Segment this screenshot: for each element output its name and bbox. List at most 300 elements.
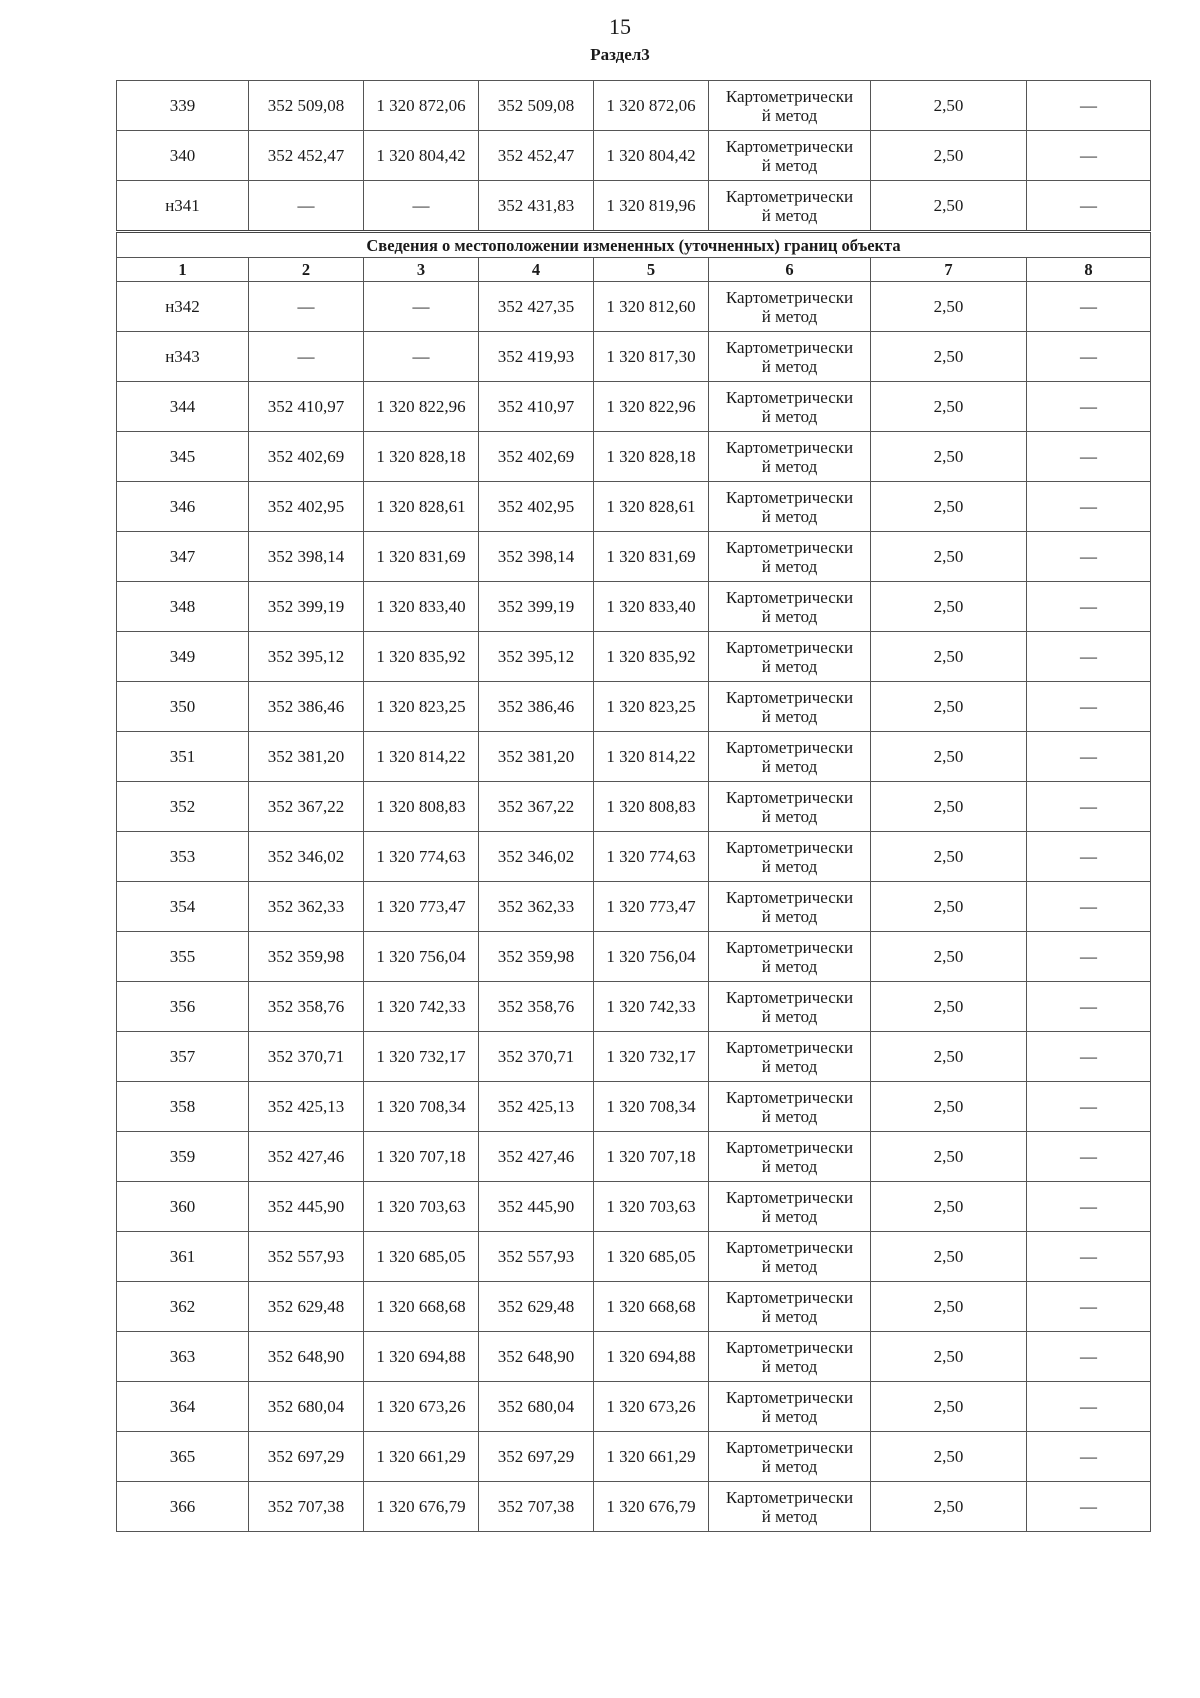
point-number-cell: н341 — [117, 181, 249, 232]
y-existing-cell: 1 320 808,83 — [364, 782, 479, 832]
description-cell: — — [1027, 1282, 1151, 1332]
point-number-cell: 356 — [117, 982, 249, 1032]
y-existing-cell: 1 320 814,22 — [364, 732, 479, 782]
y-updated-cell: 1 320 685,05 — [594, 1232, 709, 1282]
accuracy-cell: 2,50 — [871, 1132, 1027, 1182]
x-updated-cell: 352 452,47 — [479, 131, 594, 181]
method-line-1: Картометрически — [725, 537, 854, 557]
column-number-cell: 4 — [479, 258, 594, 282]
method-line-1: Картометрически — [725, 136, 854, 156]
method-cell — [709, 1232, 871, 1282]
x-existing-cell: 352 648,90 — [249, 1332, 364, 1382]
method-cell — [709, 932, 871, 982]
accuracy-cell: 2,50 — [871, 1332, 1027, 1382]
x-existing-cell: 352 452,47 — [249, 131, 364, 181]
method-line-1: Картометрически — [725, 687, 854, 707]
method-cell — [709, 81, 871, 131]
method-line-2: й метод — [761, 856, 818, 876]
method-line-2: й метод — [761, 456, 818, 476]
x-updated-cell: 352 707,38 — [479, 1482, 594, 1532]
x-existing-cell: 352 370,71 — [249, 1032, 364, 1082]
table-row — [117, 782, 1151, 832]
table-row — [117, 1082, 1151, 1132]
point-number-cell: 366 — [117, 1482, 249, 1532]
accuracy-cell: 2,50 — [871, 1232, 1027, 1282]
description-cell: — — [1027, 732, 1151, 782]
y-existing-cell: 1 320 694,88 — [364, 1332, 479, 1382]
method-cell — [709, 131, 871, 181]
point-number-cell: 361 — [117, 1232, 249, 1282]
table-row — [117, 131, 1151, 181]
table-row — [117, 382, 1151, 432]
y-updated-cell: 1 320 808,83 — [594, 782, 709, 832]
accuracy-cell: 2,50 — [871, 1482, 1027, 1532]
method-line-2: й метод — [761, 506, 818, 526]
x-updated-cell: 352 410,97 — [479, 382, 594, 432]
y-existing-cell: 1 320 708,34 — [364, 1082, 479, 1132]
method-line-2: й метод — [761, 1256, 818, 1276]
x-existing-cell: 352 697,29 — [249, 1432, 364, 1482]
y-existing-cell: 1 320 742,33 — [364, 982, 479, 1032]
accuracy-cell: 2,50 — [871, 882, 1027, 932]
x-existing-cell: 352 398,14 — [249, 532, 364, 582]
x-updated-cell: 352 402,95 — [479, 482, 594, 532]
method-cell — [709, 782, 871, 832]
accuracy-cell: 2,50 — [871, 332, 1027, 382]
point-number-cell: 345 — [117, 432, 249, 482]
table-row — [117, 1332, 1151, 1382]
x-updated-cell: 352 427,35 — [479, 282, 594, 332]
method-line-2: й метод — [761, 205, 818, 225]
method-line-2: й метод — [761, 956, 818, 976]
method-line-2: й метод — [761, 556, 818, 576]
method-line-1: Картометрически — [725, 1087, 854, 1107]
method-line-2: й метод — [761, 1406, 818, 1426]
method-line-1: Картометрически — [725, 587, 854, 607]
description-cell: — — [1027, 632, 1151, 682]
y-updated-cell: 1 320 833,40 — [594, 582, 709, 632]
method-line-2: й метод — [761, 1356, 818, 1376]
method-line-1: Картометрически — [725, 1137, 854, 1157]
y-updated-cell: 1 320 694,88 — [594, 1332, 709, 1382]
y-updated-cell: 1 320 817,30 — [594, 332, 709, 382]
y-updated-cell: 1 320 703,63 — [594, 1182, 709, 1232]
description-cell: — — [1027, 1382, 1151, 1432]
accuracy-cell: 2,50 — [871, 832, 1027, 882]
x-updated-cell: 352 509,08 — [479, 81, 594, 131]
x-existing-cell: 352 402,95 — [249, 482, 364, 532]
description-cell: — — [1027, 882, 1151, 932]
description-cell: — — [1027, 432, 1151, 482]
table-row — [117, 932, 1151, 982]
method-line-1: Картометрически — [725, 387, 854, 407]
method-line-1: Картометрически — [725, 487, 854, 507]
method-line-1: Картометрически — [725, 837, 854, 857]
method-line-1: Картометрически — [725, 737, 854, 757]
accuracy-cell: 2,50 — [871, 181, 1027, 232]
method-line-2: й метод — [761, 1206, 818, 1226]
method-line-2: й метод — [761, 356, 818, 376]
method-line-1: Картометрически — [725, 337, 854, 357]
point-number-cell: 357 — [117, 1032, 249, 1082]
method-cell — [709, 682, 871, 732]
point-number-cell: 339 — [117, 81, 249, 131]
x-updated-cell: 352 395,12 — [479, 632, 594, 682]
accuracy-cell: 2,50 — [871, 532, 1027, 582]
method-cell — [709, 1332, 871, 1382]
method-cell — [709, 1432, 871, 1482]
column-number-cell: 5 — [594, 258, 709, 282]
method-line-2: й метод — [761, 1106, 818, 1126]
y-existing-cell: 1 320 823,25 — [364, 682, 479, 732]
y-existing-cell: 1 320 833,40 — [364, 582, 479, 632]
table-row — [117, 632, 1151, 682]
method-line-2: й метод — [761, 656, 818, 676]
y-updated-cell: 1 320 707,18 — [594, 1132, 709, 1182]
accuracy-cell: 2,50 — [871, 582, 1027, 632]
table-subsection-header — [117, 232, 1151, 282]
y-existing-cell: 1 320 673,26 — [364, 1382, 479, 1432]
x-existing-cell: 352 358,76 — [249, 982, 364, 1032]
description-cell: — — [1027, 832, 1151, 882]
point-number-cell: 344 — [117, 382, 249, 432]
method-line-2: й метод — [761, 1156, 818, 1176]
method-line-2: й метод — [761, 155, 818, 175]
y-updated-cell: 1 320 828,61 — [594, 482, 709, 532]
y-existing-cell: — — [364, 332, 479, 382]
method-line-1: Картометрически — [725, 437, 854, 457]
y-existing-cell: 1 320 668,68 — [364, 1282, 479, 1332]
y-existing-cell: 1 320 822,96 — [364, 382, 479, 432]
x-updated-cell: 352 367,22 — [479, 782, 594, 832]
table-row — [117, 1482, 1151, 1532]
table-row — [117, 482, 1151, 532]
point-number-cell: н342 — [117, 282, 249, 332]
point-number-cell: 350 — [117, 682, 249, 732]
x-updated-cell: 352 381,20 — [479, 732, 594, 782]
method-line-2: й метод — [761, 756, 818, 776]
method-line-1: Картометрически — [725, 1487, 854, 1507]
y-updated-cell: 1 320 819,96 — [594, 181, 709, 232]
x-existing-cell: 352 399,19 — [249, 582, 364, 632]
accuracy-cell: 2,50 — [871, 932, 1027, 982]
y-existing-cell: 1 320 828,61 — [364, 482, 479, 532]
x-updated-cell: 352 425,13 — [479, 1082, 594, 1132]
point-number-cell: 363 — [117, 1332, 249, 1382]
subsection-title-row — [117, 232, 1151, 258]
x-existing-cell: 352 509,08 — [249, 81, 364, 131]
method-line-1: Картометрически — [725, 1437, 854, 1457]
y-existing-cell: 1 320 703,63 — [364, 1182, 479, 1232]
description-cell: — — [1027, 1332, 1151, 1382]
x-existing-cell: 352 427,46 — [249, 1132, 364, 1182]
x-updated-cell: 352 358,76 — [479, 982, 594, 1032]
method-cell — [709, 1282, 871, 1332]
accuracy-cell: 2,50 — [871, 131, 1027, 181]
y-existing-cell: 1 320 872,06 — [364, 81, 479, 131]
x-existing-cell: 352 402,69 — [249, 432, 364, 482]
description-cell: — — [1027, 1232, 1151, 1282]
method-line-1: Картометрически — [725, 287, 854, 307]
y-updated-cell: 1 320 804,42 — [594, 131, 709, 181]
table-row — [117, 282, 1151, 332]
accuracy-cell: 2,50 — [871, 282, 1027, 332]
method-line-2: й метод — [761, 1506, 818, 1526]
method-cell — [709, 732, 871, 782]
description-cell: — — [1027, 482, 1151, 532]
y-updated-cell: 1 320 708,34 — [594, 1082, 709, 1132]
method-line-1: Картометрически — [725, 937, 854, 957]
method-line-1: Картометрически — [725, 1387, 854, 1407]
y-updated-cell: 1 320 661,29 — [594, 1432, 709, 1482]
x-existing-cell: 352 557,93 — [249, 1232, 364, 1282]
table-row — [117, 1382, 1151, 1432]
description-cell: — — [1027, 782, 1151, 832]
y-updated-cell: 1 320 823,25 — [594, 682, 709, 732]
description-cell: — — [1027, 382, 1151, 432]
method-cell — [709, 1082, 871, 1132]
x-existing-cell: — — [249, 332, 364, 382]
table-row — [117, 682, 1151, 732]
accuracy-cell: 2,50 — [871, 432, 1027, 482]
y-updated-cell: 1 320 835,92 — [594, 632, 709, 682]
method-cell — [709, 282, 871, 332]
accuracy-cell: 2,50 — [871, 982, 1027, 1032]
method-line-2: й метод — [761, 306, 818, 326]
method-line-2: й метод — [761, 1056, 818, 1076]
x-existing-cell: 352 367,22 — [249, 782, 364, 832]
y-updated-cell: 1 320 872,06 — [594, 81, 709, 131]
y-updated-cell: 1 320 774,63 — [594, 832, 709, 882]
y-updated-cell: 1 320 773,47 — [594, 882, 709, 932]
x-existing-cell: — — [249, 181, 364, 232]
x-existing-cell: 352 362,33 — [249, 882, 364, 932]
y-updated-cell: 1 320 732,17 — [594, 1032, 709, 1082]
column-numbers-row — [117, 258, 1151, 282]
x-updated-cell: 352 402,69 — [479, 432, 594, 482]
y-existing-cell: 1 320 773,47 — [364, 882, 479, 932]
y-updated-cell: 1 320 673,26 — [594, 1382, 709, 1432]
table-row — [117, 81, 1151, 131]
method-line-2: й метод — [761, 706, 818, 726]
method-cell — [709, 432, 871, 482]
description-cell: — — [1027, 532, 1151, 582]
table-row — [117, 832, 1151, 882]
x-updated-cell: 352 399,19 — [479, 582, 594, 632]
y-updated-cell: 1 320 822,96 — [594, 382, 709, 432]
x-updated-cell: 352 680,04 — [479, 1382, 594, 1432]
table-row — [117, 1232, 1151, 1282]
column-number-cell: 7 — [871, 258, 1027, 282]
page-number: 15 — [609, 14, 631, 39]
table-row — [117, 1282, 1151, 1332]
accuracy-cell: 2,50 — [871, 81, 1027, 131]
description-cell: — — [1027, 181, 1151, 232]
x-existing-cell: 352 707,38 — [249, 1482, 364, 1532]
x-existing-cell: 352 410,97 — [249, 382, 364, 432]
x-existing-cell: 352 425,13 — [249, 1082, 364, 1132]
x-updated-cell: 352 370,71 — [479, 1032, 594, 1082]
column-number-cell: 6 — [709, 258, 871, 282]
method-line-1: Картометрически — [725, 186, 854, 206]
y-existing-cell: 1 320 661,29 — [364, 1432, 479, 1482]
y-updated-cell: 1 320 756,04 — [594, 932, 709, 982]
y-existing-cell: 1 320 835,92 — [364, 632, 479, 682]
y-updated-cell: 1 320 676,79 — [594, 1482, 709, 1532]
point-number-cell: 349 — [117, 632, 249, 682]
point-number-cell: 340 — [117, 131, 249, 181]
point-number-cell: 359 — [117, 1132, 249, 1182]
table-row — [117, 1132, 1151, 1182]
y-existing-cell: 1 320 774,63 — [364, 832, 479, 882]
method-line-2: й метод — [761, 1006, 818, 1026]
table-row — [117, 1432, 1151, 1482]
description-cell: — — [1027, 932, 1151, 982]
method-line-1: Картометрически — [725, 86, 854, 106]
description-cell: — — [1027, 1032, 1151, 1082]
x-existing-cell: 352 680,04 — [249, 1382, 364, 1432]
table-body-before — [117, 81, 1151, 232]
x-updated-cell: 352 697,29 — [479, 1432, 594, 1482]
y-existing-cell: 1 320 685,05 — [364, 1232, 479, 1282]
column-number-cell: 8 — [1027, 258, 1151, 282]
description-cell: — — [1027, 1482, 1151, 1532]
accuracy-cell: 2,50 — [871, 1082, 1027, 1132]
y-updated-cell: 1 320 814,22 — [594, 732, 709, 782]
x-updated-cell: 352 648,90 — [479, 1332, 594, 1382]
method-cell — [709, 582, 871, 632]
x-updated-cell: 352 359,98 — [479, 932, 594, 982]
method-cell — [709, 832, 871, 882]
method-line-2: й метод — [761, 906, 818, 926]
table-row — [117, 181, 1151, 232]
method-line-2: й метод — [761, 1456, 818, 1476]
accuracy-cell: 2,50 — [871, 732, 1027, 782]
accuracy-cell: 2,50 — [871, 1182, 1027, 1232]
x-existing-cell: 352 445,90 — [249, 1182, 364, 1232]
x-existing-cell: 352 381,20 — [249, 732, 364, 782]
point-number-cell: 348 — [117, 582, 249, 632]
method-line-1: Картометрически — [725, 637, 854, 657]
x-updated-cell: 352 419,93 — [479, 332, 594, 382]
y-existing-cell: — — [364, 181, 479, 232]
method-line-2: й метод — [761, 105, 818, 125]
x-existing-cell: 352 346,02 — [249, 832, 364, 882]
y-existing-cell: 1 320 732,17 — [364, 1032, 479, 1082]
x-updated-cell: 352 445,90 — [479, 1182, 594, 1232]
x-updated-cell: 352 362,33 — [479, 882, 594, 932]
y-existing-cell: 1 320 828,18 — [364, 432, 479, 482]
method-cell — [709, 382, 871, 432]
point-number-cell: 351 — [117, 732, 249, 782]
method-line-2: й метод — [761, 1306, 818, 1326]
method-line-1: Картометрически — [725, 987, 854, 1007]
method-line-2: й метод — [761, 606, 818, 626]
point-number-cell: н343 — [117, 332, 249, 382]
accuracy-cell: 2,50 — [871, 1432, 1027, 1482]
table-row — [117, 882, 1151, 932]
x-existing-cell: 352 359,98 — [249, 932, 364, 982]
x-updated-cell: 352 427,46 — [479, 1132, 594, 1182]
method-cell — [709, 332, 871, 382]
y-existing-cell: — — [364, 282, 479, 332]
point-number-cell: 355 — [117, 932, 249, 982]
method-cell — [709, 1182, 871, 1232]
x-existing-cell: 352 395,12 — [249, 632, 364, 682]
description-cell: — — [1027, 982, 1151, 1032]
y-existing-cell: 1 320 804,42 — [364, 131, 479, 181]
description-cell: — — [1027, 1082, 1151, 1132]
method-line-1: Картометрически — [725, 1237, 854, 1257]
method-cell — [709, 1032, 871, 1082]
description-cell: — — [1027, 332, 1151, 382]
x-updated-cell: 352 431,83 — [479, 181, 594, 232]
point-number-cell: 362 — [117, 1282, 249, 1332]
table-row — [117, 982, 1151, 1032]
section-title: Раздел3 — [590, 45, 650, 64]
x-updated-cell: 352 398,14 — [479, 532, 594, 582]
method-cell — [709, 1132, 871, 1182]
method-cell — [709, 181, 871, 232]
y-existing-cell: 1 320 707,18 — [364, 1132, 479, 1182]
accuracy-cell: 2,50 — [871, 632, 1027, 682]
method-cell — [709, 1482, 871, 1532]
table-row — [117, 582, 1151, 632]
table-body-after — [117, 282, 1151, 1532]
point-number-cell: 346 — [117, 482, 249, 532]
accuracy-cell: 2,50 — [871, 1282, 1027, 1332]
point-number-cell: 360 — [117, 1182, 249, 1232]
method-cell — [709, 1382, 871, 1432]
description-cell: — — [1027, 1132, 1151, 1182]
description-cell: — — [1027, 582, 1151, 632]
accuracy-cell: 2,50 — [871, 482, 1027, 532]
accuracy-cell: 2,50 — [871, 682, 1027, 732]
method-line-1: Картометрически — [725, 1287, 854, 1307]
point-number-cell: 365 — [117, 1432, 249, 1482]
x-existing-cell: — — [249, 282, 364, 332]
y-updated-cell: 1 320 828,18 — [594, 432, 709, 482]
description-cell: — — [1027, 81, 1151, 131]
point-number-cell: 364 — [117, 1382, 249, 1432]
description-cell: — — [1027, 682, 1151, 732]
description-cell: — — [1027, 282, 1151, 332]
x-updated-cell: 352 557,93 — [479, 1232, 594, 1282]
accuracy-cell: 2,50 — [871, 1382, 1027, 1432]
y-updated-cell: 1 320 812,60 — [594, 282, 709, 332]
y-existing-cell: 1 320 676,79 — [364, 1482, 479, 1532]
accuracy-cell: 2,50 — [871, 382, 1027, 432]
column-number-cell: 2 — [249, 258, 364, 282]
method-cell — [709, 532, 871, 582]
point-number-cell: 352 — [117, 782, 249, 832]
subsection-title: Сведения о местоположении измененных (уточненных) границ объекта — [117, 232, 1151, 258]
table-row — [117, 1032, 1151, 1082]
table-row — [117, 432, 1151, 482]
point-number-cell: 347 — [117, 532, 249, 582]
point-number-cell: 353 — [117, 832, 249, 882]
coordinates-table — [116, 80, 1151, 1532]
y-existing-cell: 1 320 831,69 — [364, 532, 479, 582]
y-updated-cell: 1 320 742,33 — [594, 982, 709, 1032]
x-updated-cell: 352 346,02 — [479, 832, 594, 882]
table-row — [117, 332, 1151, 382]
point-number-cell: 354 — [117, 882, 249, 932]
y-updated-cell: 1 320 668,68 — [594, 1282, 709, 1332]
method-line-2: й метод — [761, 406, 818, 426]
column-number-cell: 3 — [364, 258, 479, 282]
method-line-1: Картометрически — [725, 1037, 854, 1057]
